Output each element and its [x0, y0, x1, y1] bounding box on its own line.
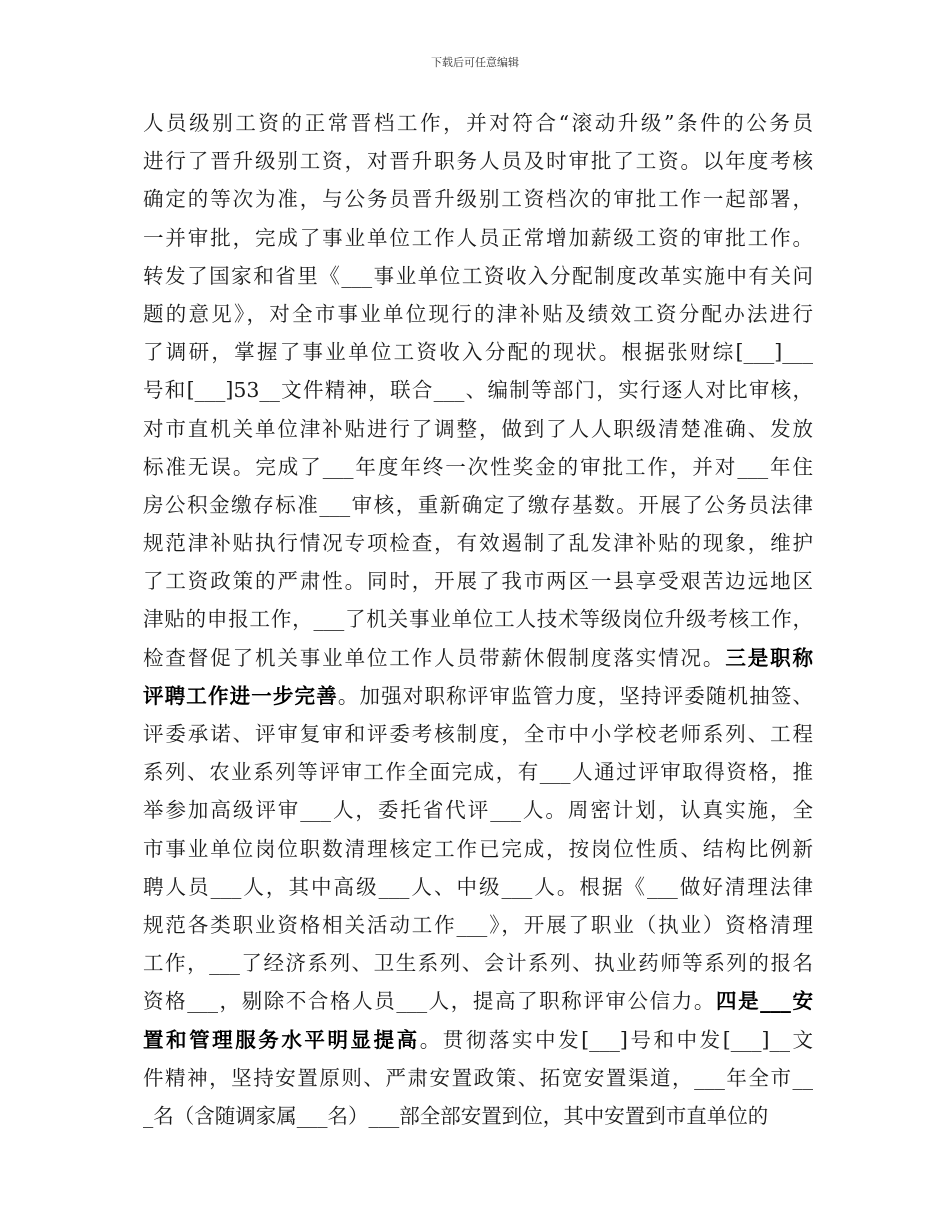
body-text-run: 了调研，掌握了事业单位工资收入分配的现状。根据张财综[___]___ — [143, 340, 813, 365]
bold-heading-text: 四是___安 — [715, 989, 814, 1014]
text-line — [143, 486, 813, 524]
text-line — [143, 715, 813, 753]
text-line — [143, 791, 813, 829]
body-text-run: 规范各类职业资格相关活动工作___》，开展了职业（执业）资格清理 — [143, 912, 813, 937]
text-line — [143, 219, 813, 257]
body-text-run: 。贯彻落实中发[___]号和中发[___]__文 — [419, 1027, 814, 1052]
text-line — [143, 104, 813, 142]
body-text-run: 聘人员___人，其中高级___人、中级___人。根据《___做好清理法律 — [143, 874, 813, 899]
body-text-run: 举参加高级评审___人，委托省代评___人。周密计划，认真实施，全 — [143, 798, 813, 823]
body-text-run: 确定的等次为准，与公务员晋升级别工资档次的审批工作一起部署， — [143, 187, 813, 212]
text-line — [143, 257, 813, 295]
text-line — [143, 142, 813, 180]
text-line — [143, 600, 813, 638]
body-text-run: 。加强对职称评审监管力度，坚持评委随机抽签、 — [337, 683, 814, 708]
body-text-run: 了工资政策的严肃性。同时，开展了我市两区一县享受艰苦边远地区 — [143, 569, 813, 594]
body-text-run: 市事业单位岗位职数清理核定工作已完成，按岗位性质、结构比例新 — [143, 836, 813, 861]
bold-heading-text: 置和管理服务水平明显提高 — [143, 1027, 420, 1052]
text-line — [143, 982, 813, 1020]
bold-heading-text: 三是职称 — [725, 645, 814, 670]
text-line — [143, 371, 813, 409]
text-line — [143, 944, 813, 982]
body-text-run: 人员级别工资的正常晋档工作，并对符合“滚动升级”条件的公务员 — [143, 111, 813, 135]
body-text-run: 进行了晋升级别工资，对晋升职务人员及时审批了工资。以年度考核 — [143, 149, 813, 174]
body-text-run: 号和[___]53__文件精神，联合___、编制等部门，实行逐人对比审核， — [143, 378, 813, 403]
text-line — [143, 639, 813, 677]
text-line — [143, 333, 813, 371]
body-text-run: 规范津补贴执行情况专项检查，有效遏制了乱发津补贴的现象，维护 — [143, 531, 813, 556]
body-text-run: 津贴的申报工作，___了机关事业单位工人技术等级岗位升级考核工作， — [143, 607, 813, 632]
body-text-run: 标准无误。完成了___年度年终一次性奖金的审批工作，并对___年住 — [143, 454, 813, 479]
text-line — [143, 1059, 813, 1097]
text-line — [143, 524, 813, 562]
text-line — [143, 868, 813, 906]
body-text-run: 资格___，剔除不合格人员___人，提高了职称评审公信力。 — [143, 989, 716, 1014]
text-line — [143, 753, 813, 791]
text-line — [143, 1021, 813, 1059]
body-text-run: 评委承诺、评审复审和评委考核制度，全市中小学校老师系列、工程 — [143, 722, 813, 746]
body-text-run: 房公积金缴存标准___审核，重新确定了缴存基数。开展了公务员法律 — [143, 492, 813, 517]
text-line — [143, 448, 813, 486]
text-line — [143, 1097, 813, 1135]
body-text-run: 工作，___了经济系列、卫生系列、会计系列、执业药师等系列的报名 — [143, 951, 813, 976]
text-line — [143, 562, 813, 600]
text-line — [143, 410, 813, 448]
text-line — [143, 677, 813, 715]
body-text-run: 对市直机关单位津补贴进行了调整，做到了人人职级清楚准确、发放 — [143, 416, 813, 441]
body-text-run: 一并审批，完成了事业单位工作人员正常增加薪级工资的审批工作。 — [143, 225, 813, 250]
document-body — [143, 104, 813, 1135]
body-text-run: 系列、农业系列等评审工作全面完成，有___人通过评审取得资格，推 — [143, 760, 813, 785]
body-text-run: 件精神，坚持安置原则、严肃安置政策、拓宽安置渠道，___年全市__ — [143, 1065, 813, 1090]
text-line — [143, 906, 813, 944]
text-line — [143, 830, 813, 868]
bold-heading-text: 评聘工作进一步完善 — [143, 683, 338, 708]
page-header: 下载后可任意编辑 — [431, 56, 519, 69]
text-line — [143, 295, 813, 333]
body-text-run: 检查督促了机关事业单位工作人员带薪休假制度落实情况。 — [143, 645, 726, 670]
body-text-run: 题的意见》，对全市事业单位现行的津补贴及绩效工资分配办法进行 — [143, 301, 813, 326]
text-line — [143, 180, 813, 218]
body-text-run: _名（含随调家属___名）___部全部安置到位，其中安置到市直单位的 — [143, 1103, 769, 1128]
body-text-run: 转发了国家和省里《___事业单位工资收入分配制度改革实施中有关问 — [143, 263, 813, 288]
